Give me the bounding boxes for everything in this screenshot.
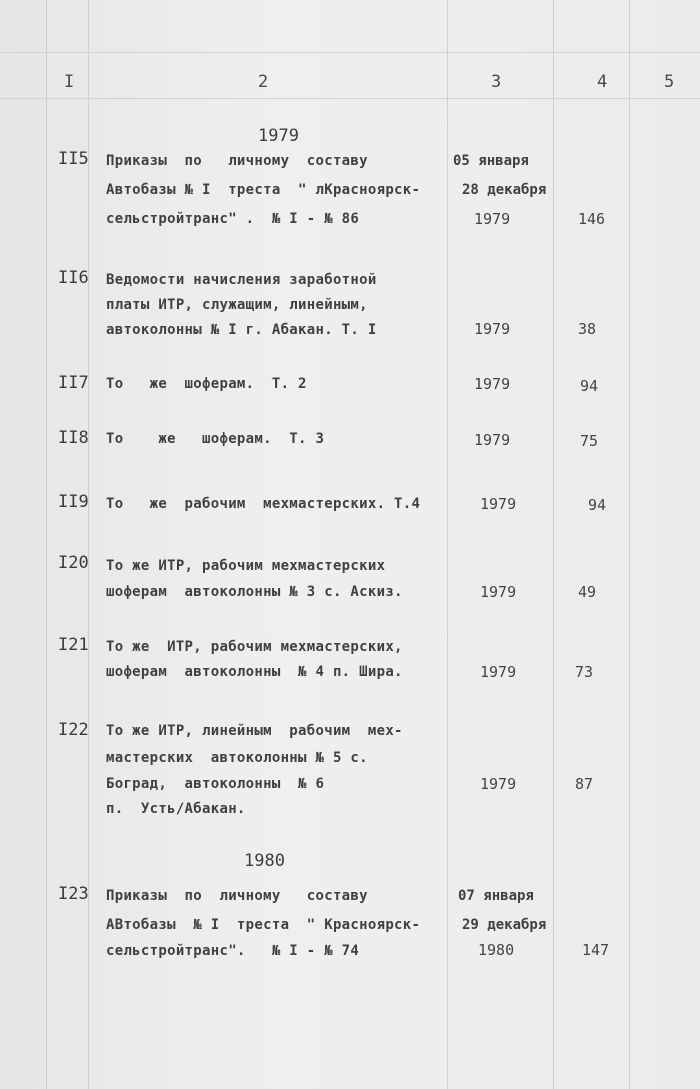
- entry-number: II7: [58, 373, 89, 393]
- entry-number: I22: [58, 720, 89, 740]
- entry-title-line: платы ИТР, служащим, линейным,: [106, 297, 368, 313]
- entry-sheet-count: 87: [575, 775, 594, 793]
- column-header-3: 3: [491, 72, 502, 92]
- entry-title-line: Ведомости начисления заработной: [106, 272, 377, 288]
- entry-year: 1979: [474, 375, 511, 393]
- entry-title-line: сельстройтранс" . № I - № 86: [106, 211, 360, 227]
- entry-title-line: Автобазы № I треста " лКрасноярск-: [106, 182, 421, 198]
- date-start: 07 января: [458, 888, 534, 904]
- entry-title-line: шоферам автоколонны № 4 п. Шира.: [106, 664, 403, 680]
- entry-year: 1979: [474, 320, 511, 338]
- entry-number: II5: [58, 149, 89, 169]
- column-header-5: 5: [664, 72, 675, 92]
- entry-number: II8: [58, 428, 89, 448]
- entry-title-line: Боград, автоколонны № 6: [106, 776, 325, 792]
- entry-year: 1979: [474, 431, 511, 449]
- year-heading-1979: 1979: [258, 126, 299, 146]
- entry-sheet-count: 94: [588, 496, 607, 514]
- column-header-1: I: [64, 72, 75, 92]
- entry-title-line: автоколонны № I г. Абакан. Т. I: [106, 322, 377, 338]
- entry-year: 1980: [478, 941, 515, 959]
- year-heading-1980: 1980: [244, 851, 285, 871]
- entry-title-line: Приказы по личному составу: [106, 153, 368, 169]
- entry-title-line: АВтобазы № I треста " Красноярск-: [106, 917, 421, 933]
- date-start: 05 января: [453, 153, 529, 169]
- entry-number: II9: [58, 492, 89, 512]
- entry-number: II6: [58, 268, 89, 288]
- entry-title-line: мастерских автоколонны № 5 с.: [106, 750, 368, 766]
- entry-year: 1979: [480, 775, 517, 793]
- entry-sheet-count: 146: [578, 210, 606, 228]
- column-rule: [447, 0, 448, 1089]
- entry-year: 1979: [480, 583, 517, 601]
- entry-number: I23: [58, 884, 89, 904]
- entry-title-line: шоферам автоколонны № 3 с. Аскиз.: [106, 584, 403, 600]
- entry-year: 1979: [480, 663, 517, 681]
- entry-title-line: То же ИТР, рабочим мехмастерских,: [106, 639, 403, 655]
- header-rule-top: [0, 52, 700, 53]
- entry-title-line: То же шоферам. Т. 2: [106, 376, 307, 392]
- entry-sheet-count: 73: [575, 663, 594, 681]
- column-rule: [629, 0, 630, 1089]
- entry-title-line: п. Усть/Абакан.: [106, 801, 246, 817]
- column-rule: [553, 0, 554, 1089]
- entry-year: 1979: [474, 210, 511, 228]
- entry-sheet-count: 94: [580, 377, 599, 395]
- entry-title-line: То же ИТР, рабочим мехмастерских: [106, 558, 386, 574]
- entry-title-line: Приказы по личному составу: [106, 888, 368, 904]
- header-rule-bottom: [0, 98, 700, 99]
- column-header-4: 4: [597, 72, 608, 92]
- entry-number: I20: [58, 553, 89, 573]
- date-end: 29 декабря: [462, 917, 547, 933]
- entry-title-line: То же рабочим мехмастерских. Т.4: [106, 496, 421, 512]
- entry-number: I21: [58, 635, 89, 655]
- entry-title-line: сельстройтранс". № I - № 74: [106, 943, 360, 959]
- entry-sheet-count: 75: [580, 432, 599, 450]
- entry-year: 1979: [480, 495, 517, 513]
- entry-sheet-count: 147: [582, 941, 610, 959]
- column-header-2: 2: [258, 72, 269, 92]
- column-rule: [46, 0, 47, 1089]
- entry-sheet-count: 38: [578, 320, 597, 338]
- entry-title-line: То же ИТР, линейным рабочим мех-: [106, 723, 403, 739]
- entry-title-line: То же шоферам. Т. 3: [106, 431, 325, 447]
- date-end: 28 декабря: [462, 182, 547, 198]
- entry-sheet-count: 49: [578, 583, 597, 601]
